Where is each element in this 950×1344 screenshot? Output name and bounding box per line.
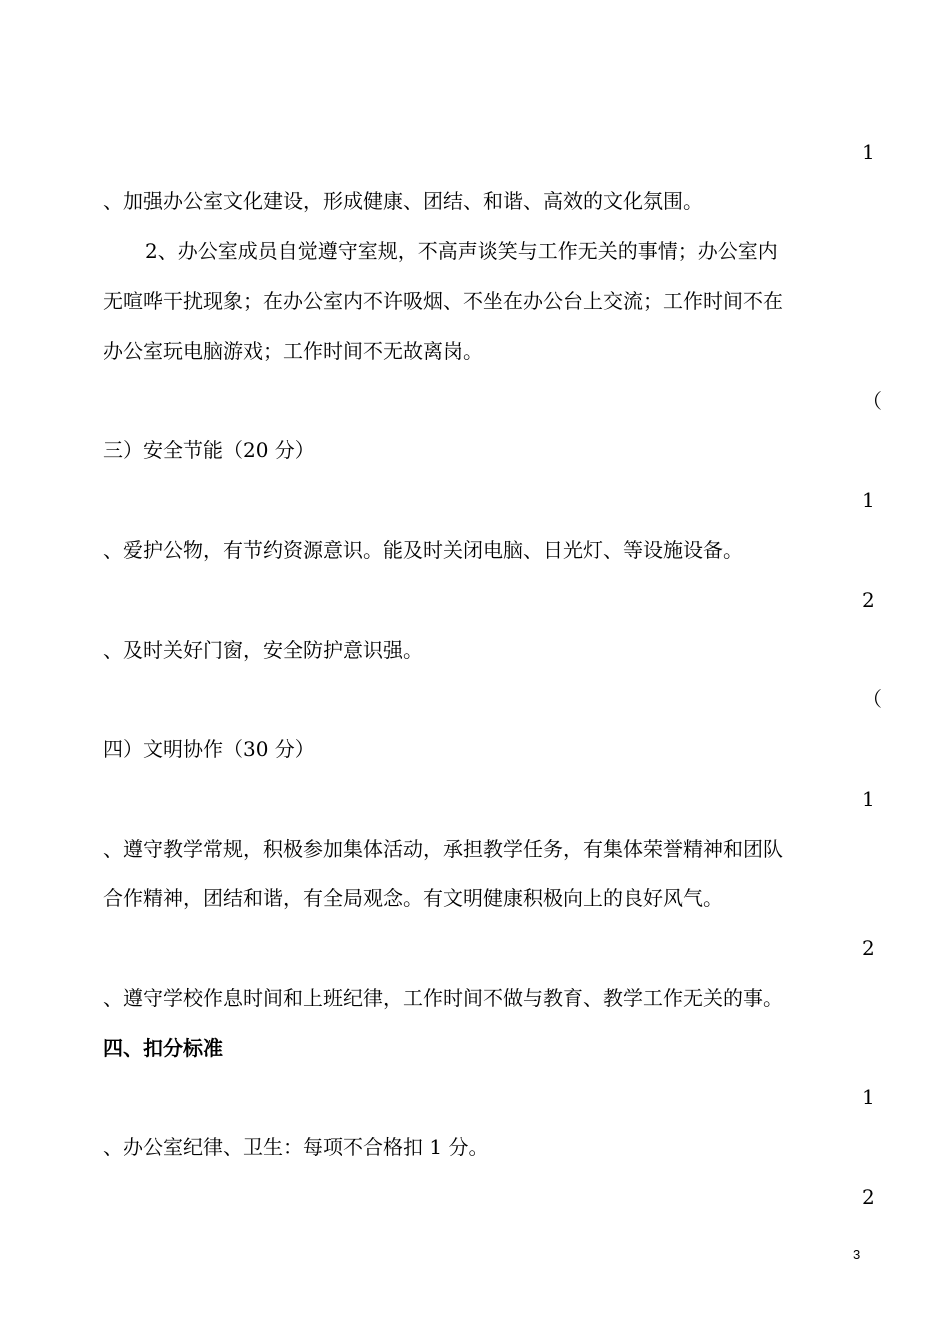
paragraph-line: 办公室玩电脑游戏；工作时间不无故离岗。 xyxy=(103,339,483,363)
list-marker: 1 xyxy=(862,488,875,512)
paragraph-line: 无喧哗干扰现象；在办公室内不许吸烟、不坐在办公台上交流；工作时间不在 xyxy=(103,289,783,313)
paragraph-line: 、及时关好门窗，安全防护意识强。 xyxy=(103,638,423,662)
list-marker: 2 xyxy=(862,1185,875,1209)
section-heading-bold: 四、扣分标准 xyxy=(103,1036,223,1060)
section-heading: 四）文明协作（30 分） xyxy=(103,737,315,761)
paragraph-line: 2、办公室成员自觉遵守室规，不高声谈笑与工作无关的事情；办公室内 xyxy=(145,239,778,263)
paragraph-line: 、办公室纪律、卫生：每项不合格扣 1 分。 xyxy=(103,1135,489,1159)
list-marker: 1 xyxy=(862,140,875,164)
paragraph-line: 合作精神，团结和谐，有全局观念。有文明健康积极向上的良好风气。 xyxy=(103,886,723,910)
list-marker: （ xyxy=(862,687,882,711)
paragraph-line: 、爱护公物，有节约资源意识。能及时关闭电脑、日光灯、等设施设备。 xyxy=(103,538,743,562)
list-marker: （ xyxy=(862,389,882,413)
list-marker: 2 xyxy=(862,588,875,612)
section-heading: 三）安全节能（20 分） xyxy=(103,438,315,462)
paragraph-line: 、遵守教学常规，积极参加集体活动，承担教学任务，有集体荣誉精神和团队 xyxy=(103,837,783,861)
list-marker: 1 xyxy=(862,1085,875,1109)
page-number: 3 xyxy=(853,1247,861,1262)
list-marker: 2 xyxy=(862,936,875,960)
list-marker: 1 xyxy=(862,787,875,811)
paragraph-line: 、加强办公室文化建设，形成健康、团结、和谐、高效的文化氛围。 xyxy=(103,189,703,213)
paragraph-line: 、遵守学校作息时间和上班纪律，工作时间不做与教育、教学工作无关的事。 xyxy=(103,986,783,1010)
